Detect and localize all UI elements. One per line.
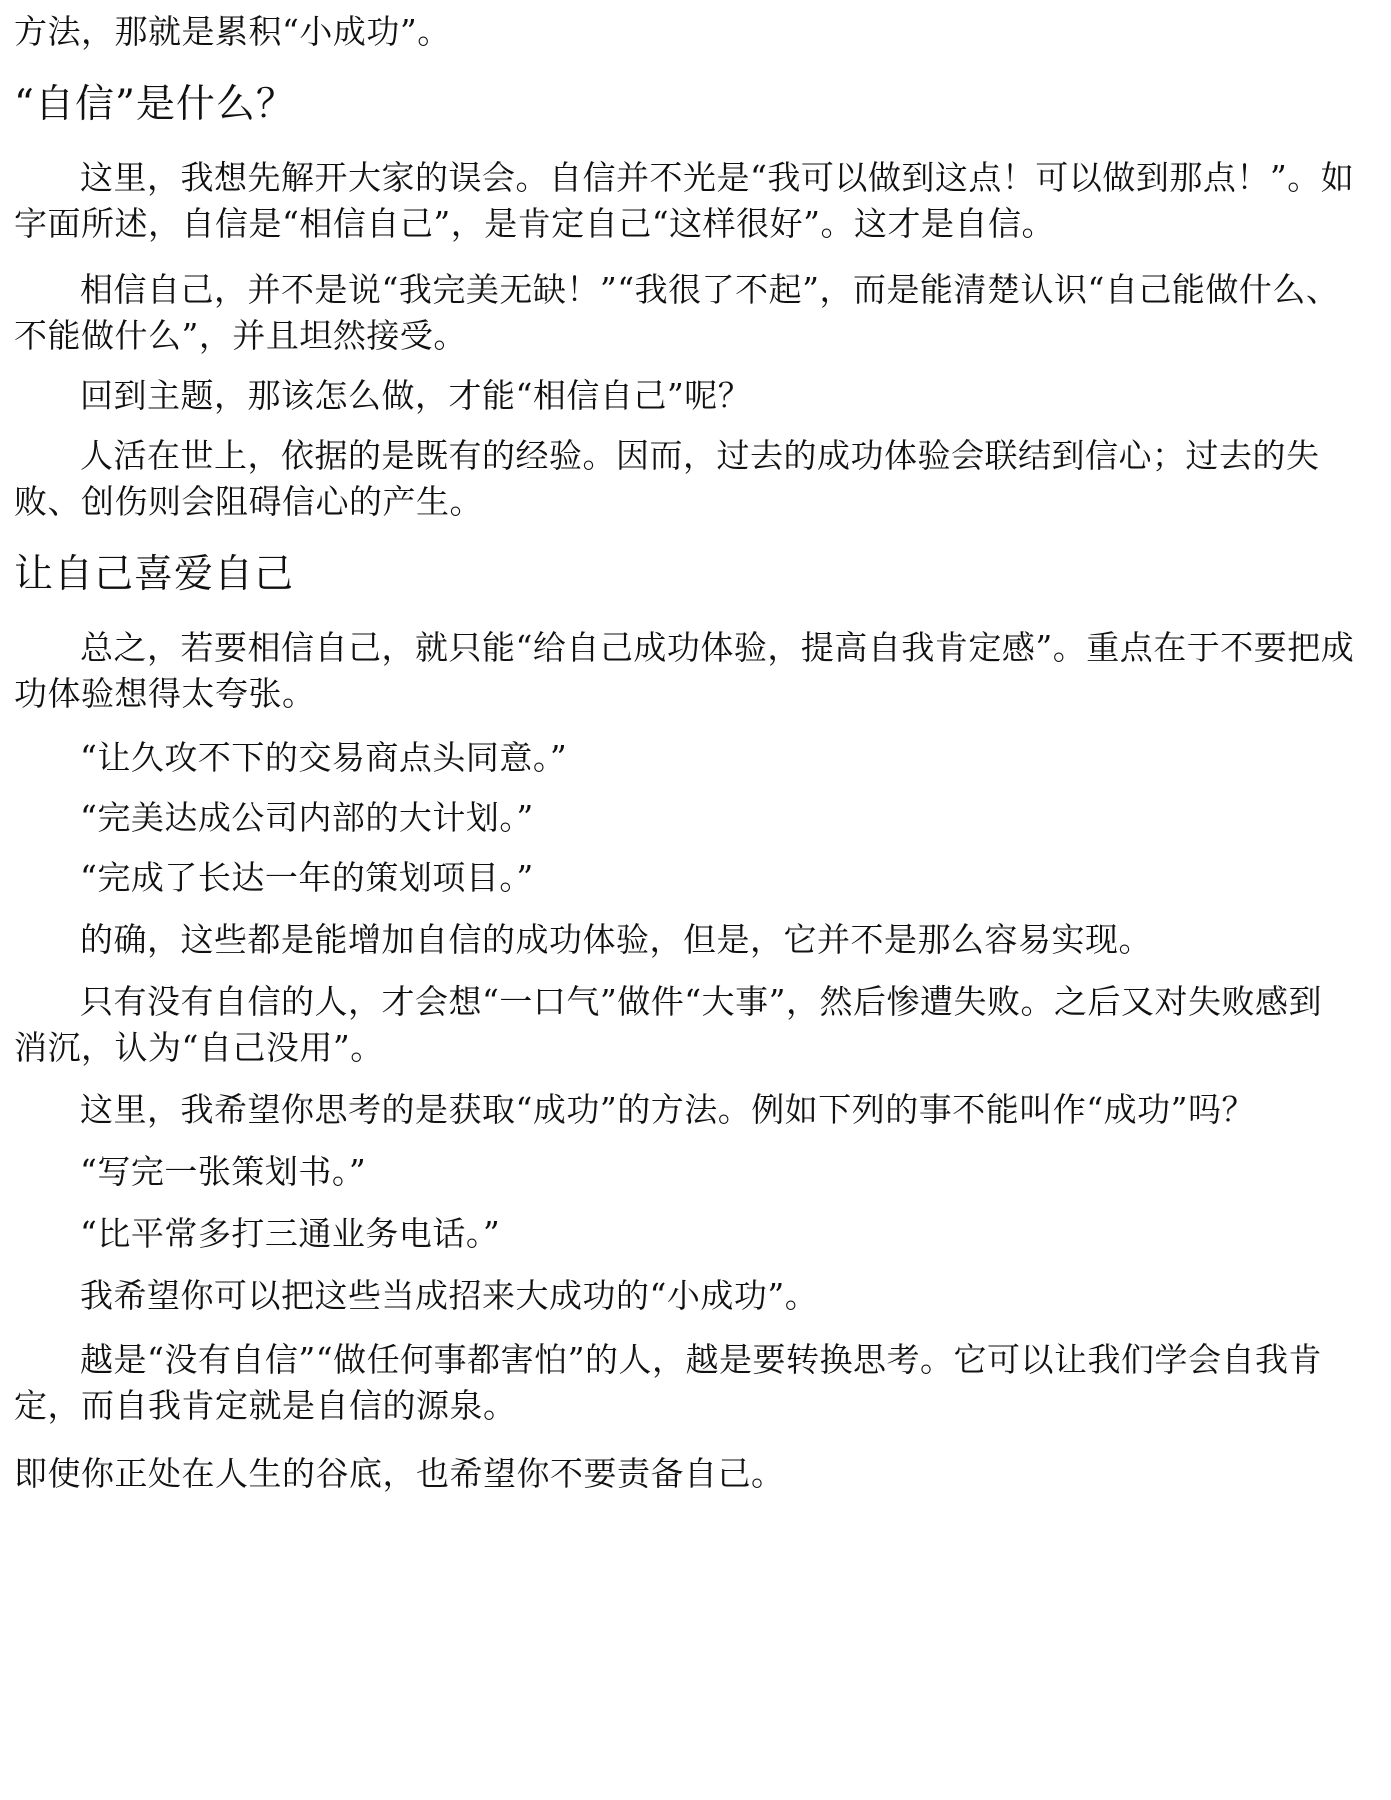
- paragraph-line: 总之，若要相信自己，就只能“给自己成功体验，提高自我肯定感”。重点在于不要把成: [80, 628, 1355, 667]
- paragraph-line: 功体验想得太夸张。: [14, 674, 316, 713]
- paragraph-line: 这里，我想先解开大家的误会。自信并不光是“我可以做到这点！可以做到那点！”。如: [80, 158, 1355, 197]
- paragraph-line: 相信自己，并不是说“我完美无缺！”“我很了不起”，而是能清楚认识“自己能做什么、: [80, 270, 1340, 309]
- paragraph-line: 方法，那就是累积“小成功”。: [14, 12, 451, 51]
- paragraph-line: 人活在世上，依据的是既有的经验。因而，过去的成功体验会联结到信心；过去的失: [80, 436, 1320, 475]
- paragraph-line: 的确，这些都是能增加自信的成功体验，但是，它并不是那么容易实现。: [80, 920, 1152, 959]
- paragraph-line: 不能做什么”，并且坦然接受。: [14, 316, 467, 355]
- paragraph-line: 回到主题，那该怎么做，才能“相信自己”呢？: [80, 376, 752, 415]
- paragraph-line: 败、创伤则会阻碍信心的产生。: [14, 482, 483, 521]
- paragraph-line: 我希望你可以把这些当成招来大成功的“小成功”。: [80, 1276, 819, 1315]
- quote-line: “让久攻不下的交易商点头同意。”: [80, 738, 568, 777]
- paragraph-line: 这里，我希望你思考的是获取“成功”的方法。例如下列的事不能叫作“成功”吗？: [80, 1090, 1255, 1129]
- paragraph-line: 消沉，认为“自己没用”。: [14, 1028, 384, 1067]
- paragraph-line: 即使你正处在人生的谷底，也希望你不要责备自己。: [14, 1454, 785, 1493]
- section-heading-confidence: “自信”是什么？: [14, 82, 296, 127]
- paragraph-line: 只有没有自信的人，才会想“一口气”做件“大事”，然后惨遭失败。之后又对失败感到: [80, 982, 1322, 1021]
- section-heading-self-love: 让自己喜爱自己: [14, 552, 295, 597]
- paragraph-line: 越是“没有自信”“做任何事都害怕”的人，越是要转换思考。它可以让我们学会自我肯: [80, 1340, 1322, 1379]
- quote-line: “比平常多打三通业务电话。”: [80, 1214, 501, 1253]
- quote-line: “完美达成公司内部的大计划。”: [80, 798, 534, 837]
- quote-line: “完成了长达一年的策划项目。”: [80, 858, 534, 897]
- paragraph-line: 定，而自我肯定就是自信的源泉。: [14, 1386, 517, 1425]
- paragraph-line: 字面所述，自信是“相信自己”，是肯定自己“这样很好”。这才是自信。: [14, 204, 1055, 243]
- quote-line: “写完一张策划书。”: [80, 1152, 367, 1191]
